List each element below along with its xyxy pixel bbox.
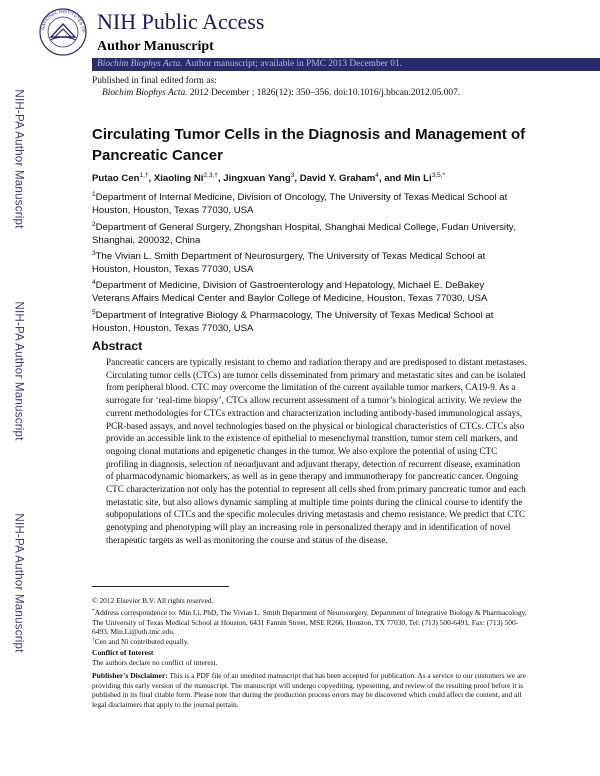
side-label-middle: NIH-PA Author Manuscript xyxy=(12,301,26,441)
coi-heading: Conflict of Interest xyxy=(92,648,154,657)
author-name: David Y. Graham xyxy=(299,173,376,184)
header-subtitle: Author Manuscript xyxy=(97,39,214,54)
affiliation-4: $^4$Department of Medicine, Division of Gastroenterology and Hepatology, Michael E. DeBakey Veterans Affairs Medical Center and Baylor College of Medicine, Houston, Texas 77030, USA xyxy=(92,279,488,304)
coi-text: The authors declare no conflict of interest. xyxy=(92,658,218,667)
published-label: Published in final edited form as: xyxy=(92,76,217,86)
affiliation-5: $^5$Department of Integrative Biology & Pharmacology, The University of Texas Medical School at Houston, Houston, Texas 77030, USA xyxy=(92,309,494,334)
affiliation-3: $^3$The Vivian L. Smith Department of Neurosurgery, The University of Texas Medical School at Houston, Houston, Texas 77030, USA xyxy=(92,250,486,275)
correspondence-note: *Address correspondence to: Min Li, PhD, The Vivian L. Smith Department of Neurosurgery, Department of Integrative Biology & Pharmacology, The University of Texas Medical School at Houston, 6431 Fannin Street, MSE R266, Houston, TX 77030, Tel: (713) 500-6491, Fax: (713) 500-6493, Min.Li@uth.tmc.edu. xyxy=(92,608,527,637)
author-name: Xiaoling Ni xyxy=(153,173,204,184)
abstract-body: Pancreatic cancers are typically resistant to chemo and radiation therapy and are predisposed to distant metastases. Circulating tumor cells (CTCs) are tumor cells disseminated from primary and metastatic sites and can be isolated from peripheral blood. CTC may overcome the limitation of the current available tumor markers, CA19-9. As a surrogate for ‘real-time biopsy’, CTCs allow recurrent assessment of a tumor’s biological activity. We review the current methodologies for CTCs extraction and characterization including antibody-based immunological assays, PCR-based assays, and novel technologies based on the physical or biological characteristics of CTCs. CTCs also provide an accessible link to the existence of epithelial to mesenchymal transition, tumor stem cell markers, and ongoing clonal mutations and epigenetic changes in the tumor. We also explore the potential of using CTC profiling in diagnosis, selection of neoadjuvant and adjuvant therapy, detection of recurrent disease, examination of pharmacodynamic biomarkers, as well as in gene therapy and immunotherapy for pancreatic cancer. Ongoing CTC characterization not only has the potential to represent all cells shed from primary pancreatic tumor and each metastatic site, but also allows dynamic sampling at multiple time points during the clinical course to identify the subpopulations of CTCs and the specific molecules driving metastasis and chemo resistance. We predict that CTC genotyping and phenotyping will play an increasing role in personalized therapy and in identification of novel therapeutic targets as well as monitoring the course and status of the disease. xyxy=(106,357,527,545)
published-citation-detail: 2012 December ; 1826(12): 350–356. doi:10.1016/j.bbcan.2012.05.007. xyxy=(189,88,461,98)
affiliation-1: $^1$Department of Internal Medicine, Division of Oncology, The University of Texas Medical School at Houston, Houston, Texas 77030, USA xyxy=(92,191,508,216)
publisher-disclaimer xyxy=(92,671,532,709)
author-name: Min Li xyxy=(403,173,432,184)
nih-logo xyxy=(38,4,88,66)
copyright-notice: © 2012 Elsevier B.V. All rights reserved. xyxy=(92,596,214,605)
author-affiliation-marker: 2,3,† xyxy=(203,172,218,179)
svg-text:NATIONAL INSTITUTES OF HEALTH xyxy=(38,4,86,33)
equal-contribution-note: †Cen and Ni contributed equally. xyxy=(92,637,189,646)
side-label-top: NIH-PA Author Manuscript xyxy=(12,89,26,229)
side-label-bottom: NIH-PA Author Manuscript xyxy=(12,513,26,653)
disclaimer-text: This is a PDF file of an unedited manuscript that has been accepted for publication. As a service to our customers we are providing this early version of the manuscript. The manuscript will undergo copyediting, typesetting, and review of the resulting proof before it is published in its final citable form. Please note that during the production process errors may be discovered which could affect the content, and all legal disclaimers that apply to the journal pertain. xyxy=(92,671,526,709)
header-journal-name: Biochim Biophys Acta. xyxy=(97,59,183,69)
author-affiliation-marker: 3,5,* xyxy=(431,172,446,179)
article-title: Circulating Tumor Cells in the Diagnosis and Management of Pancreatic Cancer xyxy=(92,126,526,164)
header-title: NIH Public Access xyxy=(97,9,265,34)
disclaimer-heading: Publisher's Disclaimer: xyxy=(92,671,168,680)
author-affiliation-marker: 3 xyxy=(290,172,295,179)
published-journal: Biochim Biophys Acta. xyxy=(102,88,188,98)
abstract-heading: Abstract xyxy=(92,339,143,353)
footnote-divider xyxy=(92,586,229,587)
affiliation-2: $^2$Department of General Surgery, Zhongshan Hospital, Shanghai Medical College, Fudan University, Shanghai, 200032, China xyxy=(92,221,516,246)
author-list: Putao Cen$^{1,\dagger}$, Xiaoling $Ni^{2,3,\dagger}$, Jingxuan Yang$^3$, David Y. Graham$^4$, and Min $Li^{3,5,*}$ xyxy=(92,172,446,184)
author-affiliation-marker: 4 xyxy=(375,172,379,179)
header-journal-line xyxy=(97,59,402,69)
author-name: Putao Cen xyxy=(92,173,140,184)
author-affiliation-marker: 1,† xyxy=(139,172,149,179)
published-citation xyxy=(102,88,460,98)
author-name: Jingxuan Yang xyxy=(223,173,291,184)
logo-text: NATIONAL INSTITUTES OF xyxy=(40,8,87,34)
header-availability: Author manuscript; available in PMC 2013 December 01. xyxy=(184,59,402,69)
